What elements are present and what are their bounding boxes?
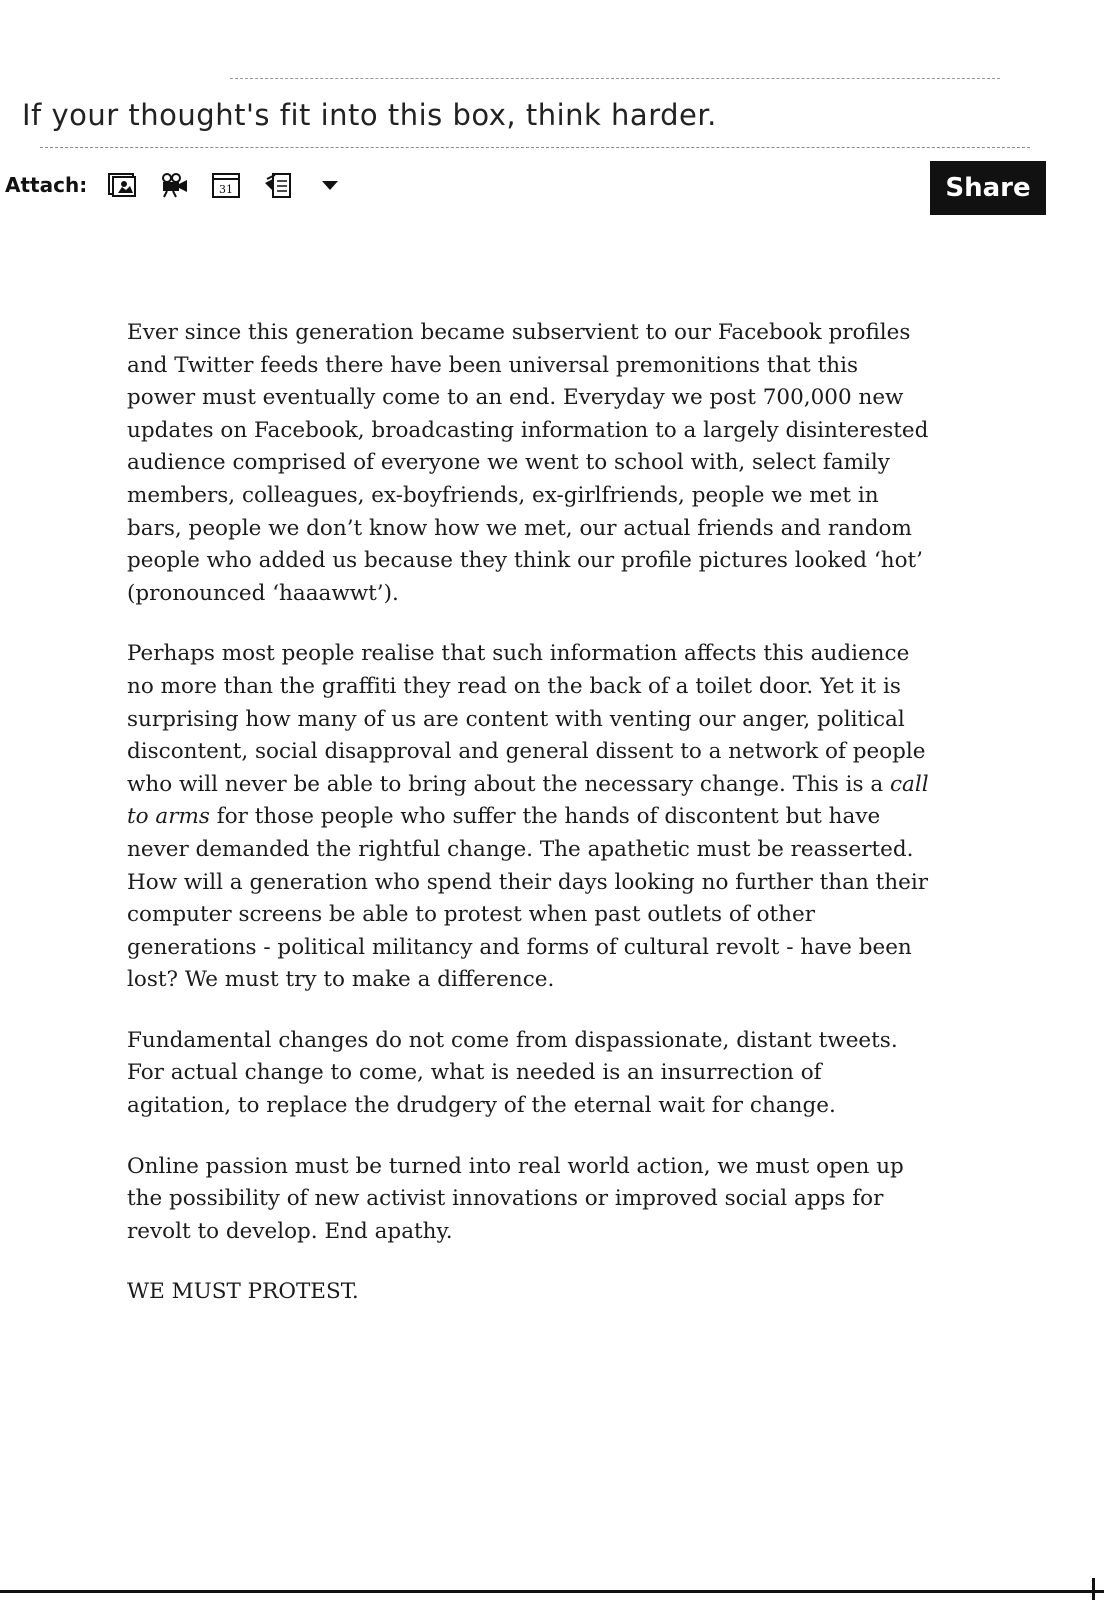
dropdown-arrow-icon[interactable] (313, 170, 347, 200)
attach-bar (5, 170, 365, 200)
article-paragraph-2-text: Perhaps most people realise that such information affects this audience no more than the graffiti they read on the back of a toilet door. Yet it is surprising how many of us are content with venting our anger, political discontent, social disapproval and general dissent to a network of people who will never be able to bring about the necessary change. (127, 641, 926, 797)
photo-icon[interactable] (105, 170, 139, 200)
prompt-box-underline (40, 147, 1030, 148)
video-icon[interactable] (157, 170, 191, 200)
scan-bottom-edge (0, 1590, 1104, 1593)
article-paragraph-1: Ever since this generation became subservient to our Facebook profiles and Twitter feeds there have been universal premonitions that this power must eventually come to an end. Everyday we post 700,000 new updates on Facebook, broadcasting information to a largely disinterested audience comprised of everyone we went to school with, select family members, colleagues, ex-boyfriends, ex-girlfriends, people we met in bars, people we don’t know how we met, our actual friends and random people who added us because they think our profile pictures looked ‘hot’ (pronounced ‘haaawwt’). (127, 320, 929, 606)
prompt-box-text: If your thought's fit into this box, think harder. (22, 98, 717, 132)
article-paragraph-2 (127, 638, 932, 997)
calendar-day-text: 31 (219, 183, 234, 196)
article-paragraph-2-lead: This is a (792, 771, 890, 797)
article-paragraph-2-tail: for those people who suffer the hands of discontent but have never demanded the rightful change. The apathetic must be reasserted. How will a generation who spend their days looking no further than their computer screens be able to protest when past outlets of other generations - political militancy and forms of cultural revolt - have been lost? We must try to make a difference. (127, 804, 929, 993)
article-paragraph-3: Fundamental changes do not come from dispassionate, distant tweets. For actual change to come, what is needed is an insurrection of agitation, to replace the drudgery of the eternal wait for change. (127, 1027, 898, 1119)
article-paragraph-4: Online passion must be turned into real world action, we must open up the possibility of new activist innovations or improved social apps for revolt to develop. End apathy. (127, 1153, 904, 1244)
scan-corner-mark (1092, 1578, 1095, 1600)
note-icon[interactable] (261, 170, 295, 200)
call-to-arms-emphasis: call to arms (127, 771, 929, 830)
article-body (127, 317, 932, 1337)
event-icon[interactable] (209, 170, 243, 200)
attach-label: Attach: (5, 173, 88, 197)
share-button[interactable]: Share (930, 161, 1046, 215)
scan-top-line (230, 78, 1000, 79)
closing-statement: WE MUST PROTEST. (127, 1279, 359, 1305)
